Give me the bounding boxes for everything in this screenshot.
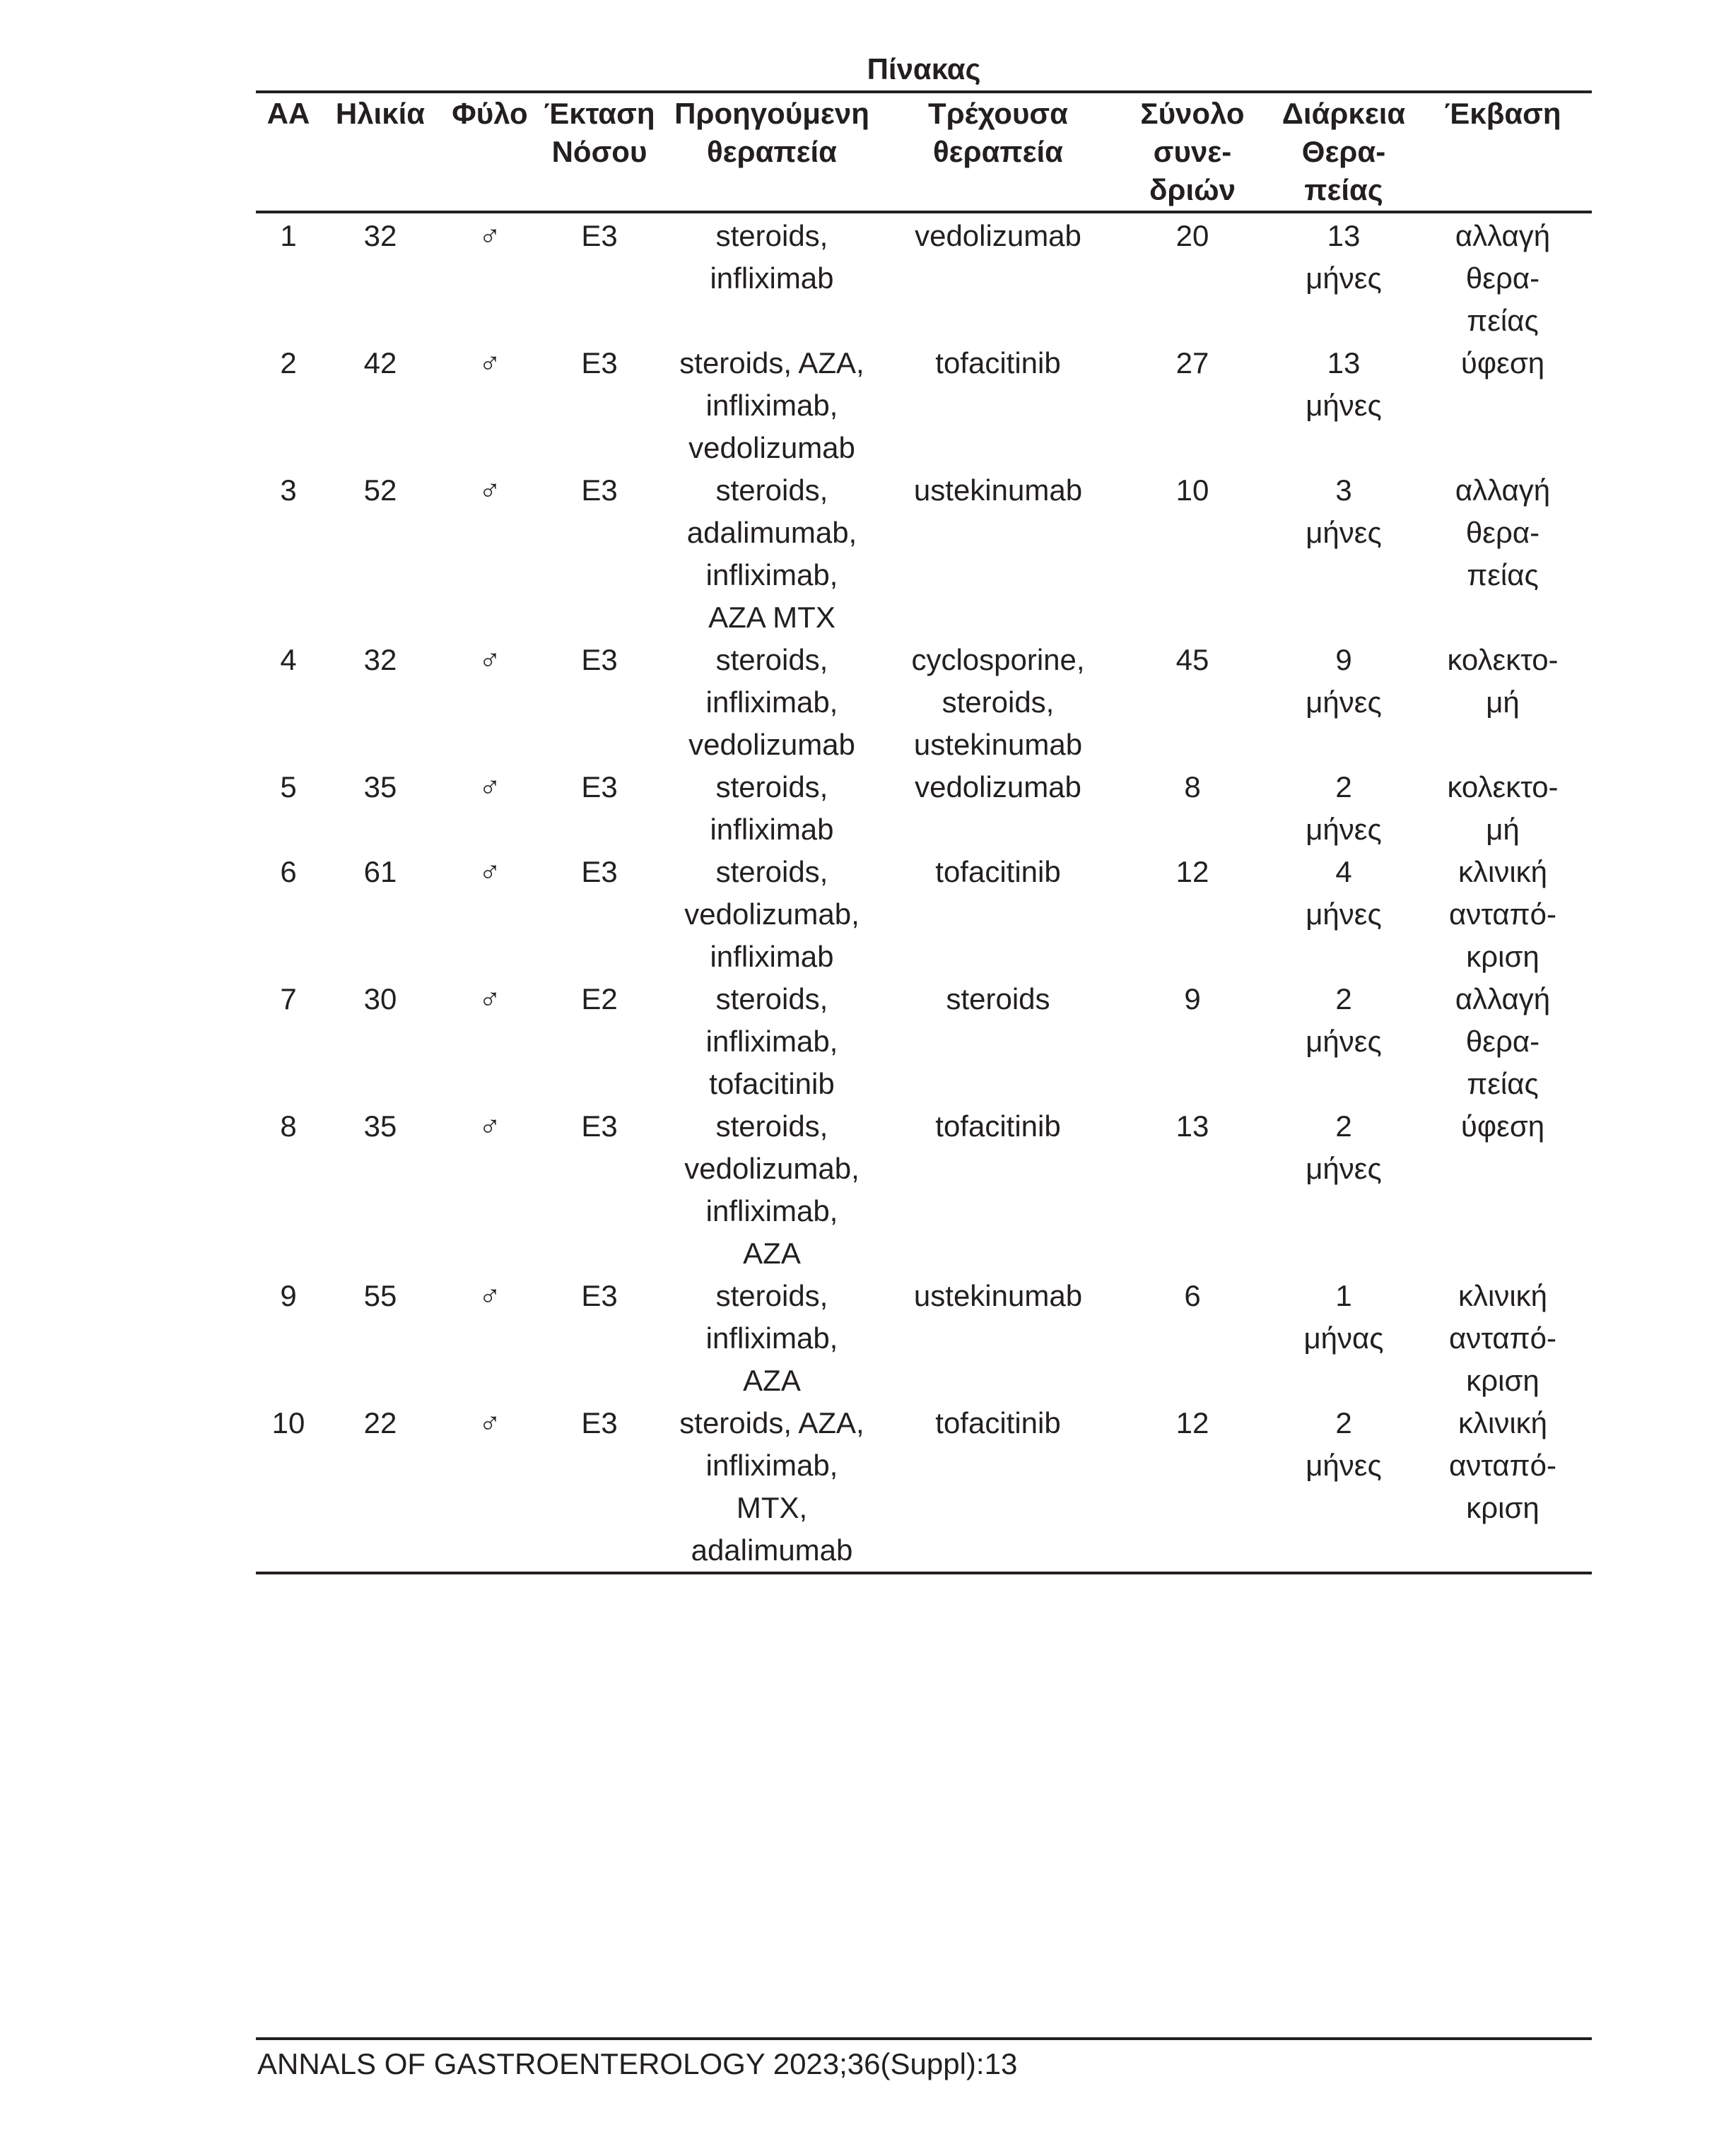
table-cell (1414, 766, 1592, 851)
extent-cell: E2 (581, 982, 618, 1015)
row-number: 9 (280, 1279, 297, 1312)
row-number: 5 (280, 770, 297, 803)
table-cell (1274, 639, 1414, 766)
duration-cell: 9 μήνες (1306, 643, 1382, 719)
outcome-cell: ύφεση (1460, 1109, 1545, 1143)
table-cell (1414, 1105, 1592, 1275)
header-row (256, 92, 1592, 212)
duration-cell: 1 μήνας (1303, 1279, 1384, 1355)
row-number: 7 (280, 982, 297, 1015)
row-number: 10 (271, 1406, 305, 1439)
table-cell (1274, 1105, 1414, 1275)
outcome-cell: κολεκτο- μή (1447, 643, 1559, 719)
table-cell (659, 766, 885, 851)
table-cell (1111, 212, 1274, 342)
table-row (256, 1105, 1592, 1275)
table-cell (440, 978, 540, 1105)
column-header-label: Διάρκεια Θερα- πείας (1282, 97, 1406, 206)
table-cell (321, 1402, 440, 1573)
prior-therapy-cell: steroids, infliximab (710, 770, 834, 846)
table-cell (659, 639, 885, 766)
table-cell (540, 469, 659, 639)
journal-footer: ANNALS OF GASTROENTEROLOGY 2023;36(Suppl):13 (257, 2047, 1018, 2080)
prior-therapy-cell: steroids, infliximab, vedolizumab (688, 643, 855, 761)
table-cell (1274, 978, 1414, 1105)
sessions-cell: 10 (1175, 473, 1209, 507)
table-cell (1414, 639, 1592, 766)
sex-icon: ♂ (479, 982, 501, 1016)
table-cell (540, 1402, 659, 1573)
table-cell (1111, 766, 1274, 851)
current-therapy-cell: vedolizumab (915, 219, 1081, 252)
sex-icon: ♂ (479, 218, 501, 253)
outcome-cell: αλλαγή θερα- πείας (1455, 473, 1551, 591)
table-row (256, 851, 1592, 978)
age-cell: 35 (363, 1109, 397, 1143)
table-cell (440, 212, 540, 342)
table-cell (440, 1275, 540, 1402)
column-header (1274, 92, 1414, 212)
row-number: 6 (280, 855, 297, 888)
prior-therapy-cell: steroids, vedolizumab, infliximab (684, 855, 860, 973)
table-row (256, 469, 1592, 639)
table-cell (1111, 978, 1274, 1105)
table-cell (256, 1275, 321, 1402)
table-cell (659, 851, 885, 978)
table-row (256, 1402, 1592, 1573)
outcome-cell: κλινική ανταπό- κριση (1449, 1279, 1556, 1397)
table-cell (1111, 851, 1274, 978)
table-cell (885, 978, 1111, 1105)
current-therapy-cell: vedolizumab (915, 770, 1081, 803)
duration-cell: 13 μήνες (1306, 219, 1382, 295)
column-header-label: ΑΑ (266, 97, 310, 130)
table-cell (256, 978, 321, 1105)
table-cell (1111, 1402, 1274, 1573)
sessions-cell: 9 (1184, 982, 1201, 1015)
extent-cell: E3 (581, 1406, 618, 1439)
table-cell (321, 469, 440, 639)
sex-icon: ♂ (479, 1278, 501, 1313)
outcome-cell: κλινική ανταπό- κριση (1449, 855, 1556, 973)
extent-cell: E3 (581, 855, 618, 888)
table-cell (1414, 469, 1592, 639)
table-cell (540, 766, 659, 851)
duration-cell: 2 μήνες (1306, 982, 1382, 1058)
extent-cell: E3 (581, 1109, 618, 1143)
extent-cell: E3 (581, 1279, 618, 1312)
table-cell (659, 212, 885, 342)
prior-therapy-cell: steroids, AZA, infliximab, MTX, adalimumab (679, 1406, 864, 1567)
table-cell (659, 1402, 885, 1573)
row-number: 4 (280, 643, 297, 676)
extent-cell: E3 (581, 643, 618, 676)
table-cell (321, 1105, 440, 1275)
table-cell (659, 469, 885, 639)
column-header-label: Φύλο (452, 97, 528, 130)
table-cell (1414, 851, 1592, 978)
column-header-label: Έκταση Νόσου (544, 97, 655, 168)
sex-icon: ♂ (479, 854, 501, 889)
column-header (659, 92, 885, 212)
current-therapy-cell: cyclosporine, steroids, ustekinumab (911, 643, 1085, 761)
table-row (256, 639, 1592, 766)
table-cell (1414, 1402, 1592, 1573)
column-header-label: Ηλικία (335, 97, 426, 130)
prior-therapy-cell: steroids, infliximab (710, 219, 834, 295)
table-cell (885, 469, 1111, 639)
table-cell (885, 1105, 1111, 1275)
table-cell (659, 978, 885, 1105)
column-header (256, 92, 321, 212)
sessions-cell: 27 (1175, 346, 1209, 379)
table-cell (1274, 212, 1414, 342)
table-cell (321, 342, 440, 469)
table-cell (1414, 978, 1592, 1105)
table-cell (540, 1105, 659, 1275)
table-cell (885, 639, 1111, 766)
table-cell (256, 851, 321, 978)
outcome-cell: αλλαγή θερα- πείας (1455, 219, 1551, 337)
column-header (1111, 92, 1274, 212)
column-header-label: Τρέχουσα θεραπεία (928, 97, 1068, 168)
row-number: 1 (280, 219, 297, 252)
table-cell (1111, 639, 1274, 766)
current-therapy-cell: tofacitinib (935, 346, 1061, 379)
table-cell (540, 342, 659, 469)
current-therapy-cell: steroids (946, 982, 1050, 1015)
table-row (256, 1275, 1592, 1402)
table-cell (256, 212, 321, 342)
age-cell: 35 (363, 770, 397, 803)
table-cell (321, 766, 440, 851)
table-cell (256, 1105, 321, 1275)
table-cell (540, 639, 659, 766)
table-cell (540, 1275, 659, 1402)
table-cell (659, 342, 885, 469)
duration-cell: 4 μήνες (1306, 855, 1382, 931)
table-cell (1274, 1275, 1414, 1402)
extent-cell: E3 (581, 219, 618, 252)
table-cell (885, 342, 1111, 469)
row-number: 2 (280, 346, 297, 379)
table-cell (256, 1402, 321, 1573)
table-cell (440, 469, 540, 639)
sex-icon: ♂ (479, 1406, 501, 1440)
table-cell (885, 212, 1111, 342)
table-cell (440, 1105, 540, 1275)
outcome-cell: ύφεση (1460, 346, 1545, 379)
table-cell (440, 342, 540, 469)
results-table-container (256, 51, 1592, 1574)
table-cell (256, 342, 321, 469)
prior-therapy-cell: steroids, vedolizumab, infliximab, AZA (684, 1109, 860, 1270)
age-cell: 32 (363, 643, 397, 676)
table-row (256, 342, 1592, 469)
outcome-cell: κολεκτο- μή (1447, 770, 1559, 846)
table-cell (540, 851, 659, 978)
prior-therapy-cell: steroids, adalimumab, infliximab, AZA MTX (686, 473, 857, 634)
table-cell (885, 851, 1111, 978)
table-cell (1111, 1275, 1274, 1402)
sex-icon: ♂ (479, 770, 501, 804)
sessions-cell: 13 (1175, 1109, 1209, 1143)
table-cell (440, 1402, 540, 1573)
column-header (540, 92, 659, 212)
extent-cell: E3 (581, 346, 618, 379)
sex-icon: ♂ (479, 642, 501, 677)
table-cell (1274, 342, 1414, 469)
duration-cell: 13 μήνες (1306, 346, 1382, 422)
patient-table (256, 90, 1592, 1574)
table-cell (1414, 342, 1592, 469)
age-cell: 52 (363, 473, 397, 507)
sessions-cell: 45 (1175, 643, 1209, 676)
outcome-cell: αλλαγή θερα- πείας (1455, 982, 1551, 1100)
sessions-cell: 12 (1175, 855, 1209, 888)
table-cell (1414, 212, 1592, 342)
age-cell: 42 (363, 346, 397, 379)
age-cell: 30 (363, 982, 397, 1015)
duration-cell: 2 μήνες (1306, 1406, 1382, 1482)
column-header (321, 92, 440, 212)
sex-icon: ♂ (479, 473, 501, 507)
table-cell (885, 1402, 1111, 1573)
age-cell: 22 (363, 1406, 397, 1439)
column-header-label: Σύνολο συνε- δριών (1140, 97, 1245, 206)
footer-divider (256, 2037, 1592, 2040)
table-row (256, 212, 1592, 342)
table-cell (440, 851, 540, 978)
table-cell (1414, 1275, 1592, 1402)
table-body (256, 212, 1592, 1573)
age-cell: 55 (363, 1279, 397, 1312)
row-number: 8 (280, 1109, 297, 1143)
sessions-cell: 20 (1175, 219, 1209, 252)
prior-therapy-cell: steroids, AZA, infliximab, vedolizumab (679, 346, 864, 464)
row-number: 3 (280, 473, 297, 507)
table-cell (256, 766, 321, 851)
table-cell (440, 766, 540, 851)
table-cell (1274, 851, 1414, 978)
table-cell (659, 1275, 885, 1402)
table-cell (321, 851, 440, 978)
table-cell (321, 978, 440, 1105)
table-cell (321, 1275, 440, 1402)
current-therapy-cell: ustekinumab (913, 1279, 1083, 1312)
duration-cell: 2 μήνες (1306, 1109, 1382, 1185)
table-cell (540, 978, 659, 1105)
table-cell (321, 639, 440, 766)
table-cell (885, 766, 1111, 851)
table-cell (1274, 469, 1414, 639)
current-therapy-cell: tofacitinib (935, 855, 1061, 888)
table-caption: Πίνακας (867, 52, 981, 86)
table-cell (1111, 469, 1274, 639)
outcome-cell: κλινική ανταπό- κριση (1449, 1406, 1556, 1524)
sex-icon: ♂ (479, 1109, 501, 1143)
current-therapy-cell: tofacitinib (935, 1109, 1061, 1143)
table-cell (659, 1105, 885, 1275)
column-header (885, 92, 1111, 212)
table-cell (256, 469, 321, 639)
table-cell (1111, 1105, 1274, 1275)
table-cell (440, 639, 540, 766)
table-cell (540, 212, 659, 342)
table-row (256, 766, 1592, 851)
column-header (1414, 92, 1592, 212)
current-therapy-cell: ustekinumab (913, 473, 1083, 507)
prior-therapy-cell: steroids, infliximab, tofacitinib (705, 982, 838, 1100)
prior-therapy-cell: steroids, infliximab, AZA (705, 1279, 838, 1397)
duration-cell: 2 μήνες (1306, 770, 1382, 846)
duration-cell: 3 μήνες (1306, 473, 1382, 549)
sessions-cell: 8 (1184, 770, 1201, 803)
age-cell: 32 (363, 219, 397, 252)
table-cell (1274, 766, 1414, 851)
table-cell (1111, 342, 1274, 469)
sessions-cell: 6 (1184, 1279, 1201, 1312)
sex-icon: ♂ (479, 346, 501, 380)
current-therapy-cell: tofacitinib (935, 1406, 1061, 1439)
extent-cell: E3 (581, 770, 618, 803)
column-header-label: Έκβαση (1444, 97, 1561, 130)
table-cell (256, 639, 321, 766)
table-cell (885, 1275, 1111, 1402)
age-cell: 61 (363, 855, 397, 888)
sessions-cell: 12 (1175, 1406, 1209, 1439)
column-header (440, 92, 540, 212)
extent-cell: E3 (581, 473, 618, 507)
table-row (256, 978, 1592, 1105)
column-header-label: Προηγούμενη θεραπεία (674, 97, 869, 168)
table-cell (1274, 1402, 1414, 1573)
table-header (256, 92, 1592, 212)
table-cell (321, 212, 440, 342)
